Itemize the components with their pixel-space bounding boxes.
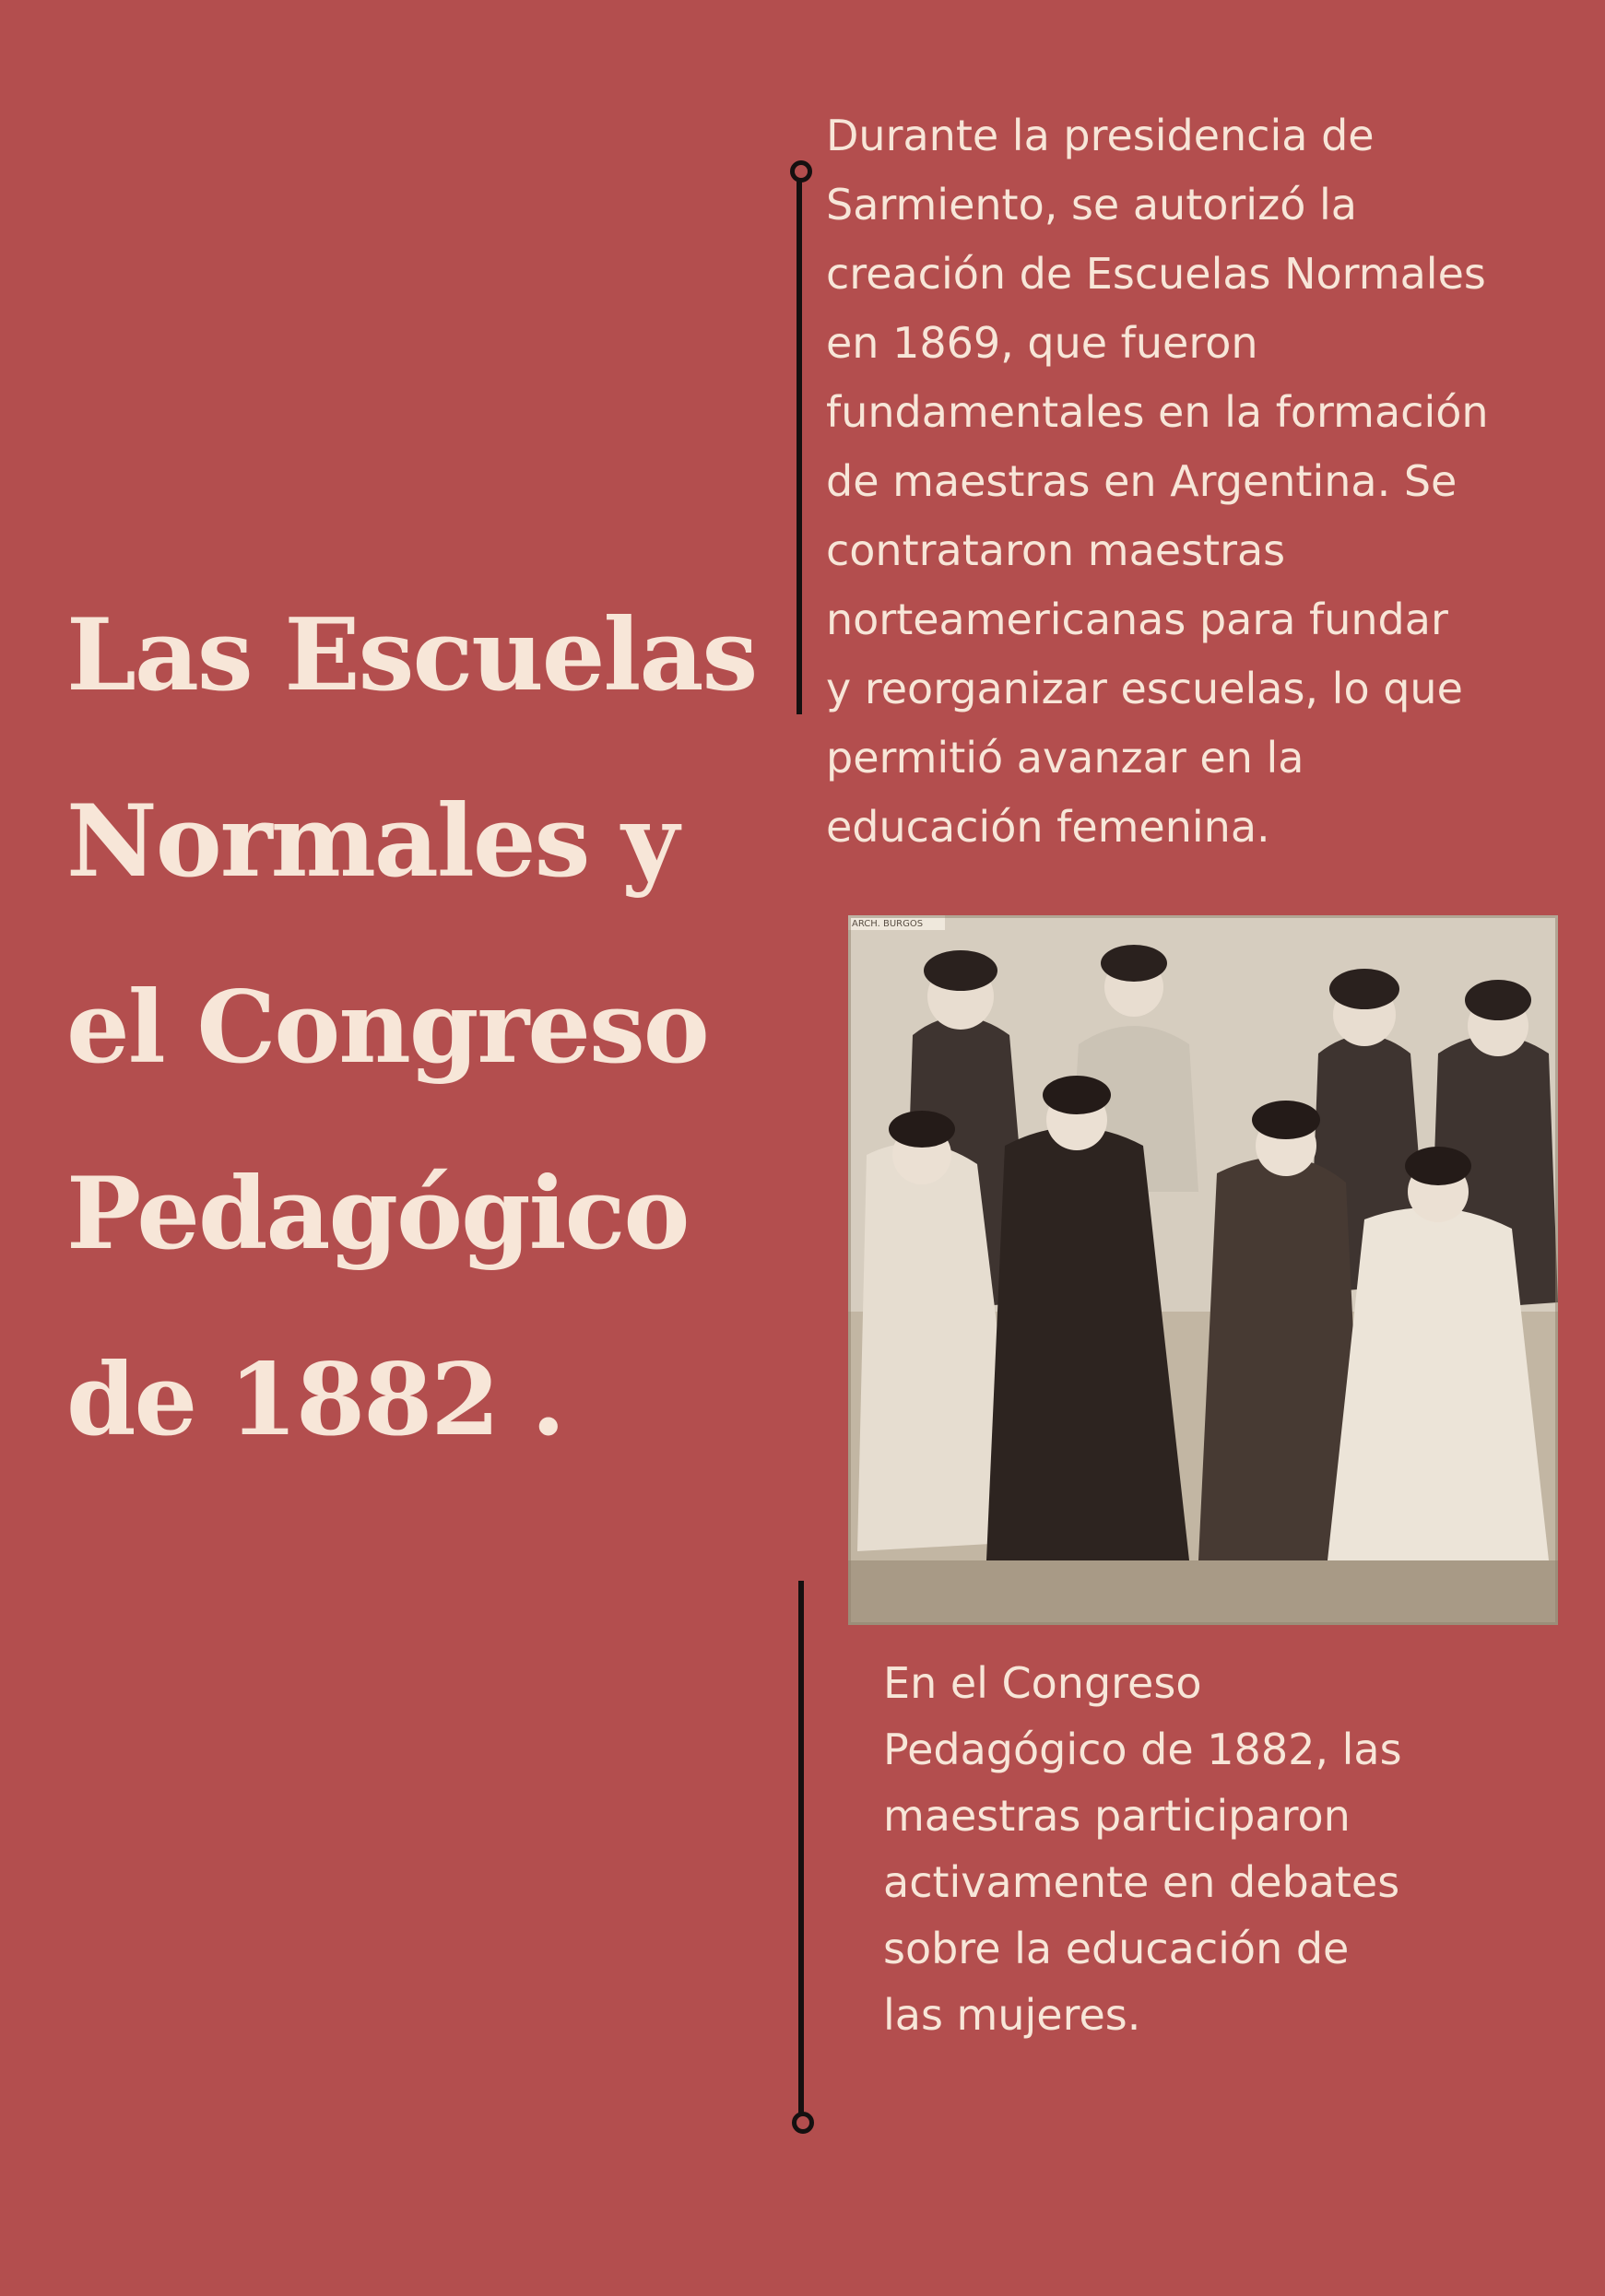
photo-illustration <box>848 915 1558 1625</box>
title-line-3: el Congreso <box>66 970 708 1086</box>
paragraph-line: Durante la presidencia de <box>826 111 1375 160</box>
paragraph-line: sobre la educación de <box>883 1924 1350 1973</box>
paragraph-line: en 1869, que fueron <box>826 318 1258 368</box>
title-line-1: Las Escuelas <box>66 597 757 713</box>
paragraph-line: Pedagógico de 1882, las <box>883 1725 1402 1774</box>
timeline-dot-top <box>790 160 812 183</box>
paragraph-line: activamente en debates <box>883 1857 1400 1907</box>
timeline-line-top <box>797 171 802 714</box>
title-line-4: Pedagógico <box>66 1156 689 1272</box>
paragraph-line: fundamentales en la formación <box>826 387 1489 437</box>
photo-stamp: ARCH. BURGOS <box>852 919 924 929</box>
paragraph-line: Sarmiento, se autorizó la <box>826 180 1357 230</box>
paragraph-line: permitió avanzar en la <box>826 733 1304 783</box>
paragraph-line: contrataron maestras <box>826 525 1286 575</box>
group-portrait-photo <box>848 915 1558 1625</box>
paragraph-line: educación femenina. <box>826 802 1270 852</box>
paragraph-line: de maestras en Argentina. Se <box>826 456 1457 506</box>
paragraph-congreso-pedagogico <box>883 1650 1528 2048</box>
paragraph-line: maestras participaron <box>883 1791 1351 1841</box>
paragraph-line: creación de Escuelas Normales <box>826 249 1486 299</box>
paragraph-line: las mujeres. <box>883 1990 1141 2040</box>
page-title <box>66 562 767 1493</box>
paragraph-line: y reorganizar escuelas, lo que <box>826 664 1463 713</box>
timeline-dot-bottom <box>792 2112 814 2134</box>
paragraph-line: norteamericanas para fundar <box>826 595 1448 644</box>
paragraph-line: En el Congreso <box>883 1658 1202 1708</box>
paragraph-escuelas-normales <box>826 101 1591 862</box>
title-line-2: Normales y <box>66 783 678 900</box>
timeline-line-bottom <box>798 1581 804 2117</box>
title-line-5: de 1882 . <box>66 1342 564 1458</box>
